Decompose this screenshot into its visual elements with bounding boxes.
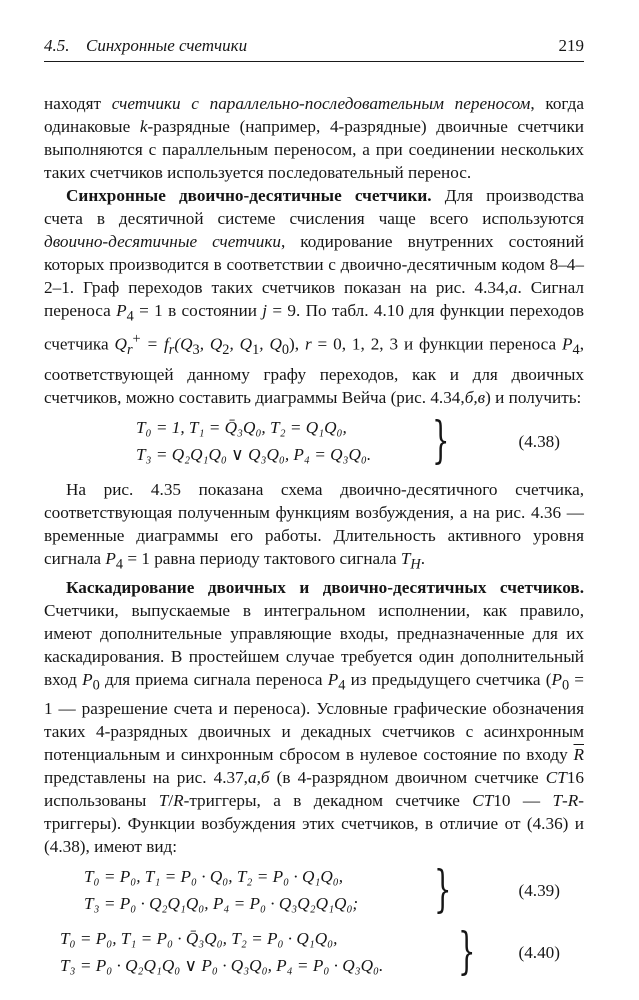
equation-line: T₀ = 1, T₁ = Q̄₃Q₀, T₂ = Q₁Q₀, (136, 417, 347, 437)
equation-number: (4.38) (518, 431, 560, 451)
equation-line: T₃ = Q₂Q₁Q₀ ∨ Q₃Q₀, P₄ = Q₃Q₀. (136, 444, 372, 464)
right-brace: } (432, 410, 450, 469)
main-text (44, 92, 584, 989)
equation-number: (4.39) (518, 881, 560, 901)
equation-line: T₃ = P₀ · Q₂Q₁Q₀, P₄ = P₀ · Q₃Q₂Q₁Q₀; (84, 894, 359, 914)
run-in-heading: Каскадирование двоичных и двоично-десятичных счетчиков. (66, 578, 584, 598)
paragraph-1: находят счетчики с параллельно-последовательным переносом, когда одинаковые k-разрядные (например, 4-разрядные) двоичные счетчики выполняются с параллельным переносом, а при соединении нескольких таких счетчиков используется последовательный перенос. (44, 94, 584, 182)
equation-4-40 (44, 922, 584, 981)
equation-number: (4.40) (518, 943, 560, 963)
section-number: 4.5. (44, 36, 70, 55)
equation-line: T₀ = P₀, T₁ = P₀ · Q₀, T₂ = P₀ · Q₁Q₀, (84, 867, 344, 887)
paragraph-fig-4-35: На рис. 4.35 показана схема двоично-десятичного счетчика, соответствующая полученным функциям возбуждения, а на рис. 4.36 — временные диаграммы его работы. Длительность активного уровня сигнала $P_4 = 1$ равна периоду тактового сигнала $T_H$. (44, 479, 584, 573)
equation-4-38 (44, 410, 584, 470)
running-header (44, 36, 584, 58)
equation-4-39 (44, 860, 584, 919)
paragraph-cascading: Каскадирование двоичных и двоично-десятичных счетчиков. Счетчики, выпускаемые в интегральном исполнении, как правило, имеют дополнительные управляющие входы, предназначенные для их каскадирования. В простейшем случае требуется один дополнительный вход $P_0$ для приема сигнала переноса $P_4$ из предыдущего счетчика ($P_0 = 1$ — разрешение счета и переноса). Условные графические обозначения таких 4-разрядных двоичных и декадных счетчиков с асинхронным потенциальным и синхронным сбросом в нулевое состояние по входу $\overline{R}$ представлены на рис. 4.37,а,б (в 4-разрядном двоичном счетчике CT16 использованы T/R-триггеры, а в декадном счетчике CT10 — T-R-триггеры). Функции возбуждения этих счетчиков, в отличие от (4.36) и (4.38), имеют вид: (44, 578, 584, 857)
equation-line: T₀ = P₀, T₁ = P₀ · Q̄₃Q₀, T₂ = P₀ · Q₁Q₀, (60, 929, 338, 949)
run-in-heading: Синхронные двоично-десятичные счетчики. (66, 186, 432, 205)
section-title: Синхронные счетчики (86, 36, 248, 55)
right-brace: } (458, 922, 476, 981)
page-number: 219 (558, 36, 584, 55)
equation-line: T₃ = P₀ · Q₂Q₁Q₀ ∨ P₀ · Q₃Q₀, P₄ = P₀ · Q₃Q₀. (60, 956, 384, 976)
header-rule (44, 61, 584, 62)
right-brace: } (434, 860, 452, 919)
paragraph-bcd-counters: Синхронные двоично-десятичные счетчики. Для производства счета в десятичной системе счисления чаще всего используются двоично-десятичные счетчики, кодирование внутренних состояний которых производится в соответствии с двоично-десятичным кодом 8–4–2–1. Граф переходов таких счетчиков показан на рис. 4.34,а. Сигнал переноса $P_4 = 1$ в состоянии j = 9. По табл. 4.10 для функции переходов счетчика $Q_r^+ = f_r(Q_3$, $Q_2$, $Q_1$, $Q_0$), r = 0, 1, 2, 3 и функции переноса $P_4$, соответствующей данному графу переходов, как и для двоичных счетчиков, можно составить диаграммы Вейча (рис. 4.34,б,в) и получить: (44, 186, 584, 407)
